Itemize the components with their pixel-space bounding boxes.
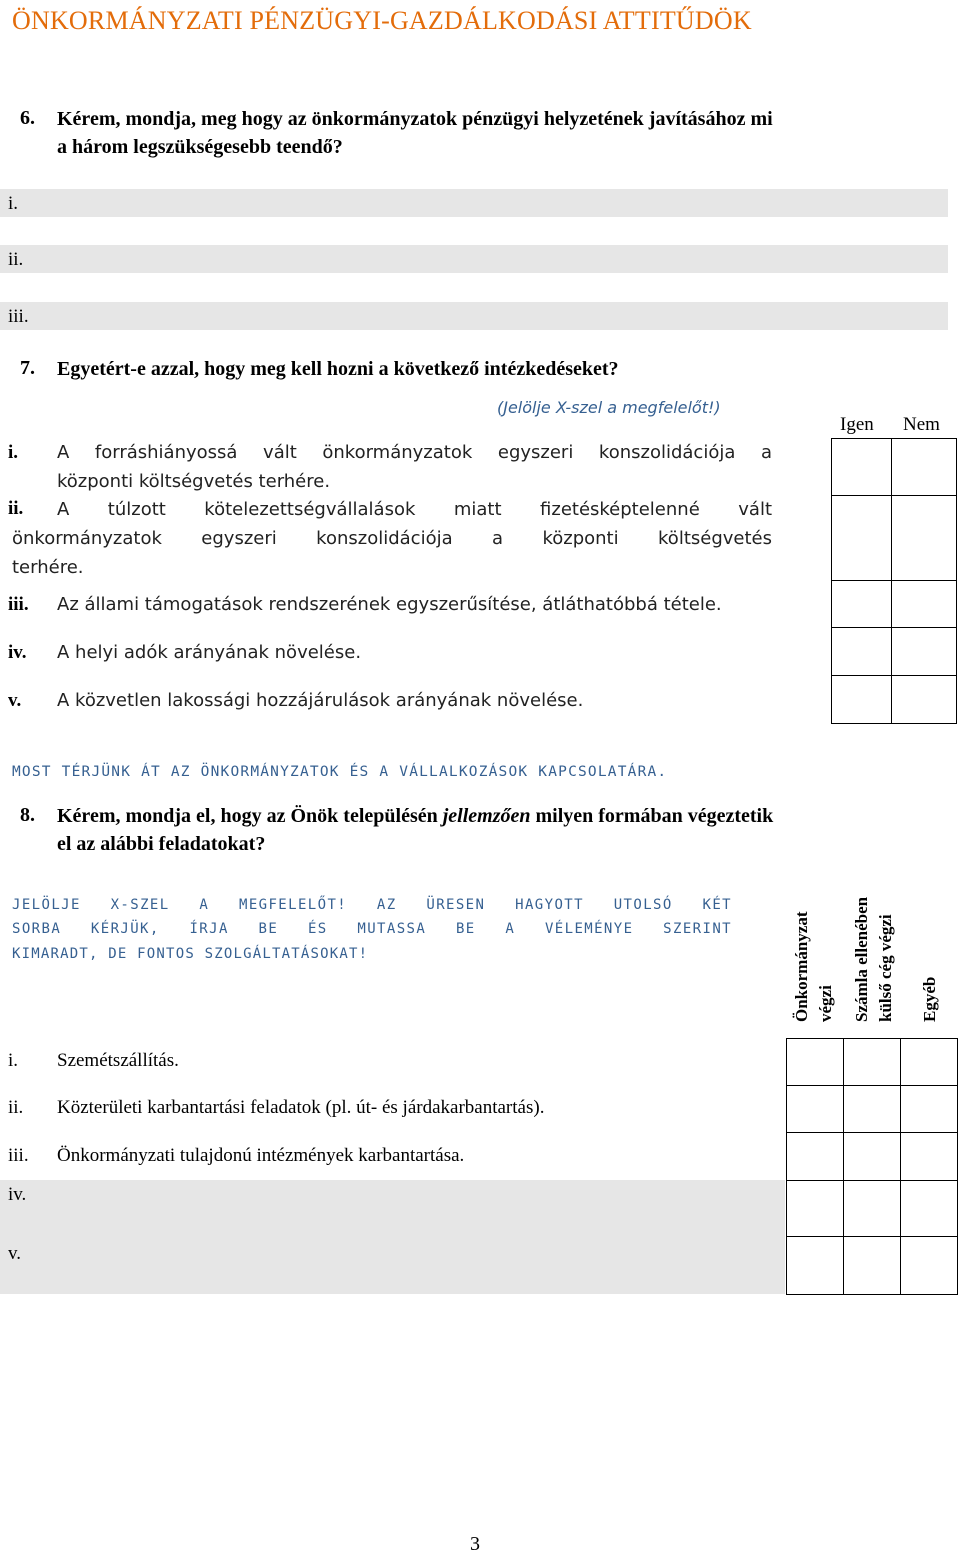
- q8-emphasis: jellemzően: [442, 805, 531, 827]
- q8-checkbox-other[interactable]: [900, 1038, 958, 1087]
- q7-checkbox-no[interactable]: [891, 495, 957, 582]
- q8-blank-row-4[interactable]: [0, 1180, 785, 1236]
- q7-item-text: központi költségvetés terhére.: [57, 471, 331, 492]
- q8-item-text: Önkormányzati tulajdonú intézmények karbantartása.: [57, 1145, 465, 1166]
- q7-instruction: (Jelölje X-szel a megfelelőt!): [497, 398, 721, 417]
- section-heading: MOST TÉRJÜNK ÁT AZ ÖNKORMÁNYZATOK ÉS A VÁLLALKOZÁSOK KAPCSOLATÁRA.: [12, 764, 668, 780]
- q8-checkbox-external[interactable]: [843, 1180, 902, 1238]
- q7-item-label: i.: [8, 442, 19, 463]
- q7-item-label: v.: [8, 690, 22, 711]
- q8-checkbox-self[interactable]: [786, 1038, 845, 1087]
- q6-answer-field-2[interactable]: [0, 245, 948, 273]
- q8-item-label: iii.: [8, 1145, 29, 1166]
- q8-item-label: v.: [8, 1243, 22, 1264]
- q6-line1: Kérem, mondja, meg hogy az önkormányzatok pénzügyi helyzetének javításához mi: [57, 108, 773, 130]
- q7-item-text: A helyi adók arányának növelése.: [57, 642, 362, 663]
- q8-line1-part1: Kérem, mondja el, hogy az Önök településén: [57, 805, 443, 827]
- q7-item-text: A forráshiányossá vált önkormányzatok egyszeri konszolidációja a: [57, 442, 772, 463]
- q8-item-label: i.: [8, 1050, 19, 1071]
- q6-answer-label: ii.: [8, 249, 24, 270]
- page-number: 3: [470, 1533, 480, 1555]
- q8-checkbox-external[interactable]: [843, 1132, 902, 1182]
- page-title: ÖNKORMÁNYZATI PÉNZÜGYI-GAZDÁLKODÁSI ATTITŰDÖK: [12, 6, 752, 35]
- q8-line1: [57, 802, 773, 830]
- q8-line1-part2: milyen formában végeztetik: [530, 805, 774, 827]
- q7-item-label: ii.: [8, 498, 24, 519]
- q7-checkbox-yes[interactable]: [831, 580, 893, 629]
- q8-checkbox-other[interactable]: [900, 1085, 958, 1134]
- q8-col-other: Egyéb: [920, 976, 939, 1022]
- q8-col-external-line1: Számla ellenében: [852, 896, 871, 1022]
- q8-instruction-line: SORBA KÉRJÜK, ÍRJA BE ÉS MUTASSA BE A VÉLEMÉNYE SZERINT: [12, 921, 732, 937]
- q7-checkbox-no[interactable]: [891, 627, 957, 677]
- q8-instruction-line: KIMARADT, DE FONTOS SZOLGÁLTATÁSOKAT!: [12, 946, 369, 962]
- q8-checkbox-other[interactable]: [900, 1236, 958, 1295]
- q7-item-text: A közvetlen lakossági hozzájárulások arányának növelése.: [57, 690, 584, 711]
- q8-item-label: ii.: [8, 1097, 24, 1118]
- q7-item-text: önkormányzatok egyszeri konszolidációja a központi költségvetés: [12, 528, 772, 549]
- q7-item-text: A túlzott kötelezettségvállalások miatt fizetésképtelenné vált: [57, 499, 772, 520]
- q6-number: 6.: [20, 107, 35, 129]
- q8-checkbox-external[interactable]: [843, 1085, 902, 1134]
- q8-col-external: [850, 872, 898, 1022]
- q8-checkbox-self[interactable]: [786, 1085, 845, 1134]
- q7-checkbox-no[interactable]: [891, 675, 957, 724]
- q6-answer-field-3[interactable]: [0, 302, 948, 330]
- q8-line2: el az alábbi feladatokat?: [57, 833, 266, 855]
- q8-checkbox-external[interactable]: [843, 1038, 902, 1087]
- q8-number: 8.: [20, 804, 35, 826]
- q7-number: 7.: [20, 357, 35, 379]
- q7-col-yes: Igen: [840, 414, 874, 435]
- q6-answer-label: i.: [8, 193, 19, 214]
- q6-answer-label: iii.: [8, 306, 29, 327]
- q7-checkbox-no[interactable]: [891, 438, 957, 497]
- q8-instruction-line: JELÖLJE X-SZEL A MEGFELELŐT! AZ ÜRESEN HAGYOTT UTOLSÓ KÉT: [12, 897, 732, 913]
- q8-checkbox-self[interactable]: [786, 1132, 845, 1182]
- q7-checkbox-yes[interactable]: [831, 495, 893, 582]
- q7-text: Egyetért-e azzal, hogy meg kell hozni a következő intézkedéseket?: [57, 358, 619, 380]
- q7-checkbox-no[interactable]: [891, 580, 957, 629]
- q8-checkbox-other[interactable]: [900, 1180, 958, 1238]
- q8-col-external-line2: külső cég végzi: [876, 914, 895, 1022]
- q7-checkbox-yes[interactable]: [831, 438, 893, 497]
- q7-checkbox-yes[interactable]: [831, 675, 893, 724]
- q8-checkbox-other[interactable]: [900, 1132, 958, 1182]
- q7-checkbox-yes[interactable]: [831, 627, 893, 677]
- q6-answer-field-1[interactable]: [0, 189, 948, 217]
- q8-checkbox-self[interactable]: [786, 1180, 845, 1238]
- q8-item-text: Szemétszállítás.: [57, 1050, 179, 1071]
- q8-col-self-line1: Önkormányzat: [792, 911, 811, 1022]
- q8-item-text: Közterületi karbantartási feladatok (pl. út- és járdakarbantartás).: [57, 1097, 545, 1118]
- q7-col-no: Nem: [903, 414, 940, 435]
- q7-item-text: terhére.: [12, 557, 84, 578]
- q8-col-self-line2: végzi: [816, 985, 835, 1022]
- q8-blank-row-5[interactable]: [0, 1236, 785, 1294]
- q7-item-label: iv.: [8, 642, 27, 663]
- q8-col-self: [790, 888, 838, 1022]
- q6-line2: a három legszükségesebb teendő?: [57, 136, 343, 158]
- q7-item-label: iii.: [8, 594, 29, 615]
- q8-item-label: iv.: [8, 1184, 27, 1205]
- q8-checkbox-self[interactable]: [786, 1236, 845, 1295]
- q7-item-text: Az állami támogatások rendszerének egyszerűsítése, átláthatóbbá tétele.: [57, 594, 722, 615]
- q8-checkbox-external[interactable]: [843, 1236, 902, 1295]
